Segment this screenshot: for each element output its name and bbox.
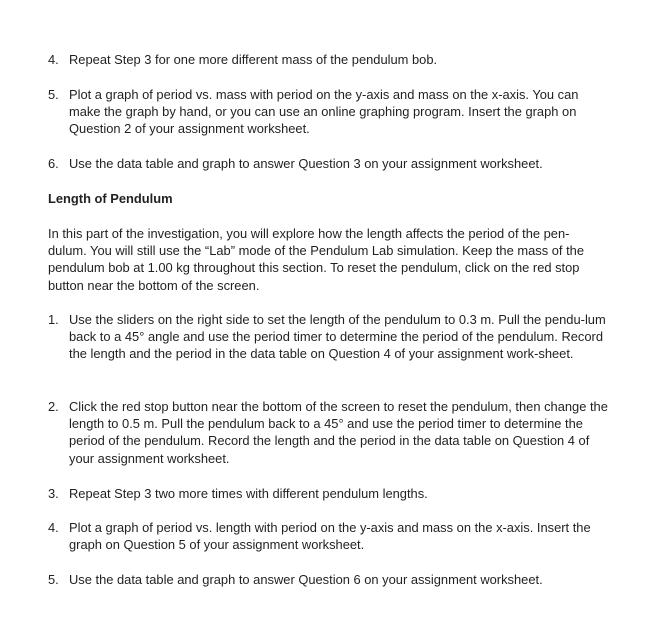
list-item	[48, 485, 608, 502]
section-heading: Length of Pendulum	[48, 191, 173, 206]
list-item-text: Use the data table and graph to answer Question 6 on your assignment worksheet.	[69, 572, 543, 587]
list-item-number: 1.	[48, 312, 59, 327]
list-item	[48, 519, 608, 553]
list-item-text: Use the sliders on the right side to set the length of the pendulum to 0.3 m. Pull the pendu-lum back to a 45° angle and use the period timer to determine the period of the pendulum. Record the length and the period in the data table on Question 4 of your assignment work-sheet.	[69, 312, 606, 362]
list-item-text: Click the red stop button near the bottom of the screen to reset the pendulum, then change the length to 0.5 m. Pull the pendulum back to a 45° and use the period timer to determine the period of the pendulum. Record the length and the period in the data table on Question 4 of your assignment worksheet.	[69, 399, 608, 466]
list-item-number: 4.	[48, 520, 59, 535]
list-item-text: Repeat Step 3 two more times with different pendulum lengths.	[69, 486, 428, 501]
list-item	[48, 155, 608, 172]
list-item-number: 2.	[48, 399, 59, 414]
list-item-number: 6.	[48, 156, 59, 171]
list-item-number: 4.	[48, 52, 59, 67]
list-item-number: 3.	[48, 486, 59, 501]
list-item	[48, 51, 608, 68]
list-item-text: Use the data table and graph to answer Question 3 on your assignment worksheet.	[69, 156, 543, 171]
list-item	[48, 311, 608, 363]
list-item-number: 5.	[48, 87, 59, 102]
list-item	[48, 571, 608, 588]
list-item-text: Plot a graph of period vs. length with period on the y-axis and mass on the x-axis. Insert the graph on Question 5 of your assignment worksheet.	[69, 520, 591, 553]
list-item-text: Repeat Step 3 for one more different mass of the pendulum bob.	[69, 52, 438, 67]
list-item	[48, 86, 608, 138]
list-item-number: 5.	[48, 572, 59, 587]
section-intro-paragraph: In this part of the investigation, you will explore how the length affects the period of the pen-dulum. You will still use the “Lab” mode of the Pendulum Lab simulation. Keep the mass of the pendulum bob at 1.00 kg throughout this section. To reset the pendulum, click on the red stop button near the bottom of the screen.	[48, 226, 584, 293]
list-item	[48, 398, 608, 467]
list-item-text: Plot a graph of period vs. mass with period on the y-axis and mass on the x-axis. You can make the graph by hand, or you can use an online graphing program. Insert the graph on Question 2 of your assignment worksheet.	[69, 87, 579, 137]
